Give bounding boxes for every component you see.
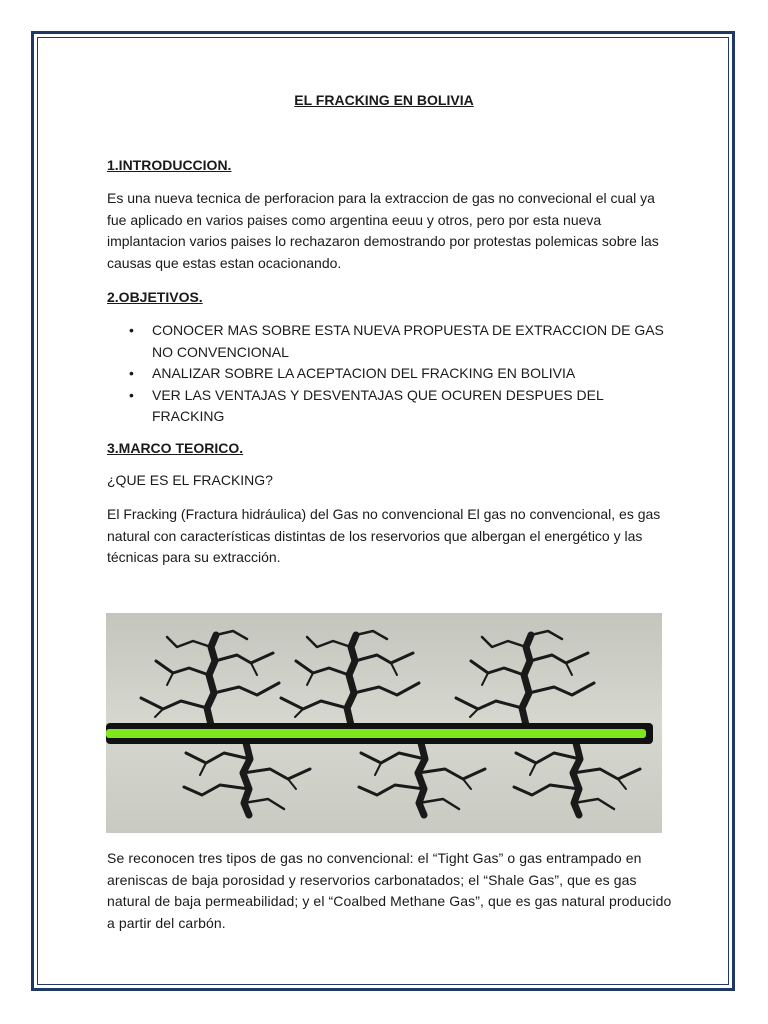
framework-heading: 3.MARCO TEORICO. xyxy=(107,440,244,456)
figure-caption: Se reconocen tres tipos de gas no convencional: el “Tight Gas” o gas entrampado en areniscas de baja porosidad y reservorios carbonatados; el “Shale Gas”, que es gas natural de baja permeabilidad; y el “Coalbed Methane Gas”, que es gas natural producido a partir del carbón. xyxy=(107,850,672,931)
document-title: EL FRACKING EN BOLIVIA xyxy=(294,92,474,108)
fracking-illustration xyxy=(106,613,662,833)
intro-paragraph: Es una nueva tecnica de perforacion para la extraccion de gas no convecional el cual ya fue aplicado en varios paises como argentina eeuu y otros, pero por esta nueva implantacion varios paises lo rechazaron demostrando por protestas polemicas sobre las causas que estas estan ocacionando. xyxy=(107,190,659,271)
objective-item: • CONOCER MAS SOBRE ESTA NUEVA PROPUESTA DE EXTRACCION DE GAS NO CONVENCIONAL xyxy=(107,320,667,363)
objective-item: • ANALIZAR SOBRE LA ACEPTACION DEL FRACKING EN BOLIVIA xyxy=(107,363,667,385)
definition-paragraph: El Fracking (Fractura hidráulica) del Gas no convencional El gas no convencional, es gas natural con características distintas de los reservorios que albergan el energético y las técnicas para su extracción. xyxy=(107,506,661,565)
objective-item: • VER LAS VENTAJAS Y DESVENTAJAS QUE OCUREN DESPUES DEL FRACKING xyxy=(107,385,667,428)
objectives-heading: 2.OBJETIVOS. xyxy=(107,289,203,305)
horizontal-well-pipe xyxy=(106,729,646,738)
question-text: ¿QUE ES EL FRACKING? xyxy=(107,472,273,488)
intro-heading: 1.INTRODUCCION. xyxy=(107,157,232,173)
objectives-list xyxy=(107,320,667,428)
